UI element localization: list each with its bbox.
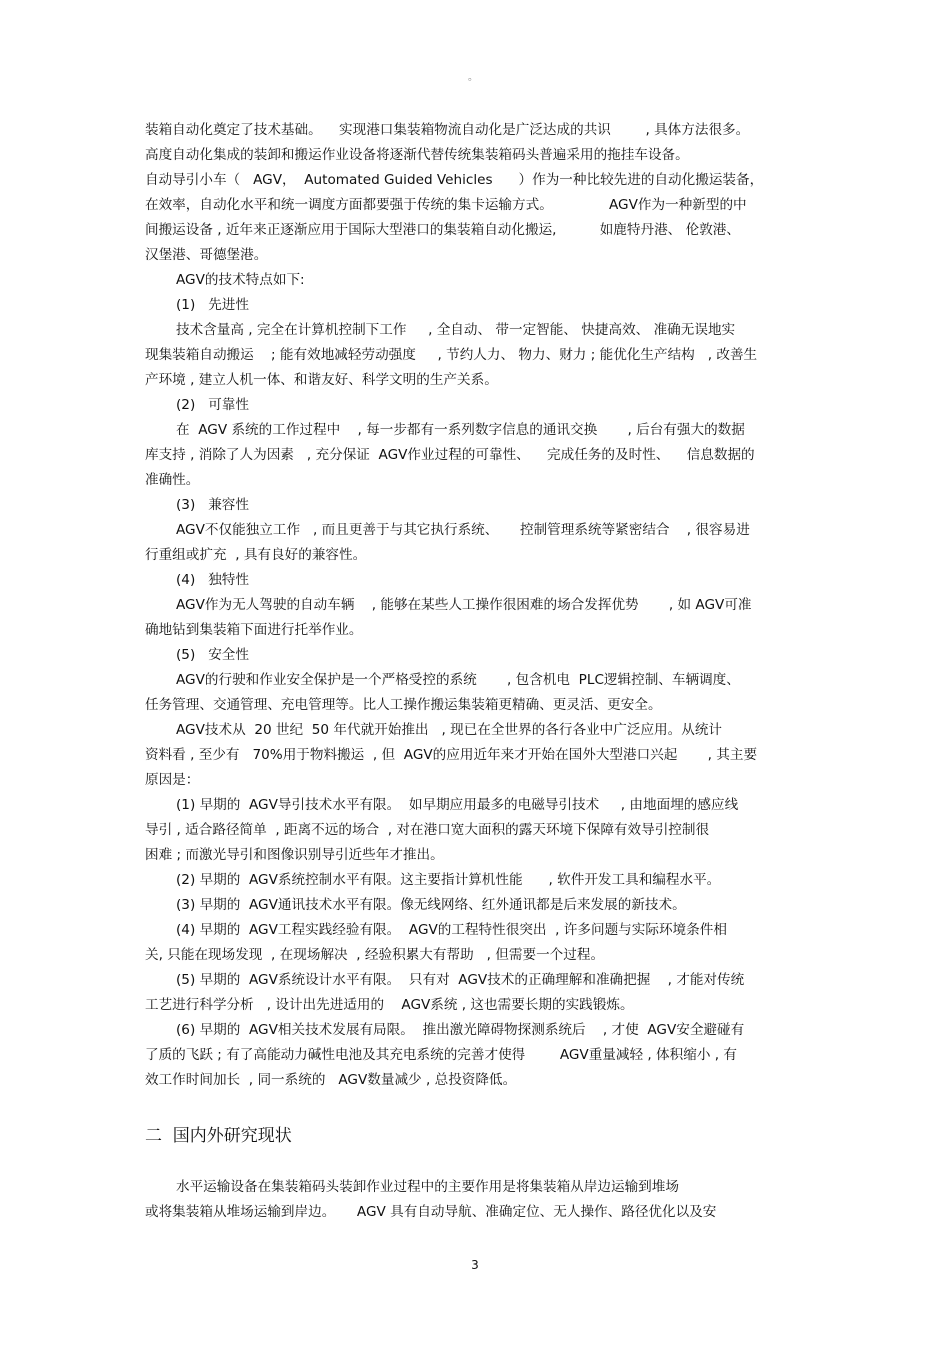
text-line: 效工作时间加长 , 同一系统的 AGV数量减少 , 总投资降低。 [145, 1072, 517, 1088]
text-line: 困难 ; 而激光导引和图像识别导引近些年才推出。 [145, 847, 444, 863]
text-line: AGV作为无人驾驶的自动车辆 , 能够在某些人工操作很困难的场合发挥优势 , 如 AGV可准 [176, 597, 752, 613]
text-line: 行重组或扩充 , 具有良好的兼容性。 [145, 547, 367, 563]
text-line: 在效率，自动化水平和统一调度方面都要强于传统的集卡运输方式。 AGV作为一种新型的中 [145, 197, 747, 213]
text-line: (2) 早期的 AGV系统控制水平有限。这主要指计算机性能 , 软件开发工具和编程水平。 [176, 872, 721, 888]
text-line: 或将集装箱从堆场运输到岸边。 AGV 具有自动导航、准确定位、无人操作、路径优化以及安 [145, 1204, 717, 1220]
text-line: (4) 独特性 [176, 572, 249, 588]
text-line: 原因是： [145, 772, 200, 788]
text-line: 水平运输设备在集装箱码头装卸作业过程中的主要作用是将集装箱从岸边运输到堆场 [176, 1179, 679, 1195]
text-line: (6) 早期的 AGV相关技术发展有局限。 推出激光障碍物探测系统后 , 才使 AGV安全避碰有 [176, 1022, 745, 1038]
text-line: 库支持 , 消除了人为因素 , 充分保证 AGV作业过程的可靠性、 完成任务的及时性、 信息数据的 [145, 447, 755, 463]
text-line: 高度自动化集成的装卸和搬运作业设备将逐渐代替传统集装箱码头普遍采用的拖挂车设备。 [145, 147, 689, 163]
text-line: 技术含量高 , 完全在计算机控制下工作 , 全自动、 带一定智能、 快捷高效、 准确无误地实 [176, 322, 736, 338]
text-line: 现集装箱自动搬运 ; 能有效地减轻劳动强度 , 节约人力、 物力、财力 ; 能优化生产结构 , 改善生 [145, 347, 758, 363]
text-line: 导引 , 适合路径简单 , 距离不远的场合 , 对在港口宽大面积的露天环境下保障有效导引控制很 [145, 822, 710, 838]
text-line: 产环境 , 建立人机一体、和谐友好、科学文明的生产关系。 [145, 372, 498, 388]
text-line: (3) 兼容性 [176, 497, 249, 513]
body-text [145, 118, 815, 1093]
text-line: 装箱自动化奠定了技术基础。 实现港口集装箱物流自动化是广泛达成的共识 , 具体方法很多。 [145, 122, 750, 138]
text-line: 在 AGV 系统的工作过程中 , 每一步都有一系列数字信息的通讯交换 , 后台有强大的数据 [176, 422, 745, 438]
text-line: (5) 早期的 AGV系统设计水平有限。 只有对 AGV技术的正确理解和准确把握 , 才能对传统 [176, 972, 745, 988]
text-line: 关, 只能在现场发现 , 在现场解决 , 经验积累大有帮助 , 但需要一个过程。 [145, 947, 605, 963]
text-line: AGV不仅能独立工作 , 而且更善于与其它执行系统、 控制管理系统等紧密结合 , 很容易进 [176, 522, 750, 538]
section-body-text [145, 1175, 815, 1225]
text-line: 自动导引小车（ AGV， Automated Guided Vehicles ）作为一种比较先进的自动化搬运装备， [145, 172, 764, 188]
text-line: (4) 早期的 AGV工程实践经验有限。 AGV的工程特性很突出 , 许多问题与实际环境条件相 [176, 922, 727, 938]
text-line: (5) 安全性 [176, 647, 249, 663]
text-line: 准确性。 [145, 472, 200, 488]
text-line: AGV技术从 20 世纪 50 年代就开始推出 , 现已在全世界的各行各业中广泛应用。从统计 [176, 722, 723, 738]
text-line: AGV的技术特点如下: [176, 272, 305, 288]
text-line: (1) 先进性 [176, 297, 249, 313]
text-line: (3) 早期的 AGV通讯技术水平有限。像无线网络、红外通讯都是后来发展的新技术。 [176, 897, 686, 913]
section-heading: 二 国内外研究现状 [145, 1126, 292, 1146]
text-line: 工艺进行科学分析 , 设计出先进适用的 AGV系统 , 这也需要长期的实践锻炼。 [145, 997, 634, 1013]
text-line: 任务管理、交通管理、充电管理等。比人工操作搬运集装箱更精确、更灵活、更安全。 [145, 697, 662, 713]
text-line: 确地钻到集装箱下面进行托举作业。 [145, 622, 363, 638]
text-line: AGV的行驶和作业安全保护是一个严格受控的系统 , 包含机电 PLC逻辑控制、车辆调度、 [176, 672, 740, 688]
text-line: (2) 可靠性 [176, 397, 249, 413]
page-number: 3 [471, 1258, 479, 1272]
text-line: (1) 早期的 AGV导引技术水平有限。 如早期应用最多的电磁导引技术 , 由地面埋的感应线 [176, 797, 739, 813]
text-line: 间搬运设备 , 近年来正逐渐应用于国际大型港口的集装箱自动化搬运, 如鹿特丹港、 伦敦港、 [145, 222, 740, 238]
text-line: 汉堡港、哥德堡港。 [145, 247, 268, 263]
text-line: 了质的飞跃 ; 有了高能动力碱性电池及其充电系统的完善才使得 AGV重量减轻 , 体积缩小 , 有 [145, 1047, 737, 1063]
header-mark: 。 [468, 72, 478, 83]
text-line: 资料看 , 至少有 70%用于物料搬运 , 但 AGV的应用近年来才开始在国外大型港口兴起 , 其主要 [145, 747, 758, 763]
